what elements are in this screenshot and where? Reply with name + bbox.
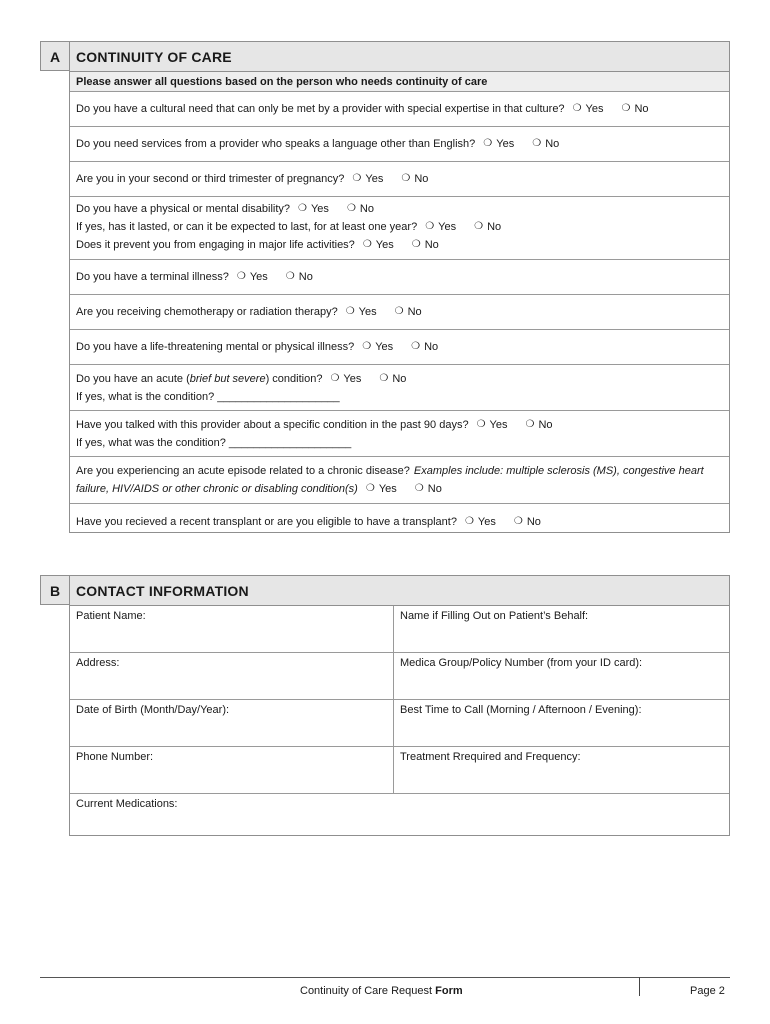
radio-circle-icon: ❍ xyxy=(411,239,421,250)
radio-circle-icon: ❍ xyxy=(401,173,411,184)
question-text: Are you in your second or third trimester of pregnancy? xyxy=(76,173,345,185)
radio-circle-icon: ❍ xyxy=(362,341,372,352)
no-label: No xyxy=(526,515,541,528)
yes-label: Yes xyxy=(496,138,515,150)
radio-circle-icon: ❍ xyxy=(346,203,356,214)
radio-circle-icon: ❍ xyxy=(236,271,246,282)
question-text: Do you have a life-threatening mental or physical illness? xyxy=(76,341,355,353)
yes-radio[interactable] xyxy=(477,416,508,434)
no-radio[interactable] xyxy=(525,416,552,434)
no-label: No xyxy=(427,483,442,495)
contact-row xyxy=(70,606,729,653)
no-radio[interactable] xyxy=(286,268,313,286)
question-text: Do you have a physical or mental disability? xyxy=(76,203,291,215)
question-transplant xyxy=(70,504,729,539)
radio-circle-icon: ❍ xyxy=(483,138,493,149)
yes-label: Yes xyxy=(438,221,457,233)
section-b-letter: B xyxy=(40,575,69,605)
date-of-birth-field[interactable]: Date of Birth (Month/Day/Year): xyxy=(70,700,394,746)
section-a-instruction: Please answer all questions based on the person who needs continuity of care xyxy=(70,72,729,92)
question-disability xyxy=(70,197,729,260)
current-medications-field[interactable]: Current Medications: xyxy=(76,798,178,810)
question-text: Have you talked with this provider about a specific condition in the past 90 days? xyxy=(76,418,469,431)
radio-circle-icon: ❍ xyxy=(394,306,404,317)
yes-radio[interactable] xyxy=(298,200,329,218)
policy-number-field[interactable]: Medica Group/Policy Number (from your ID card): xyxy=(400,657,643,669)
yes-radio[interactable] xyxy=(366,480,397,498)
question-text: Do you have a terminal illness? xyxy=(76,271,229,283)
behalf-name-field[interactable]: Name if Filling Out on Patient’s Behalf: xyxy=(400,610,589,622)
treatment-field[interactable]: Treatment Rrequired and Frequency: xyxy=(400,751,581,763)
radio-circle-icon: ❍ xyxy=(532,138,542,149)
question-language xyxy=(70,127,729,162)
section-a-continuity-of-care xyxy=(69,41,730,533)
no-radio[interactable] xyxy=(379,370,406,388)
yes-radio[interactable] xyxy=(362,338,393,356)
radio-circle-icon: ❍ xyxy=(379,372,389,384)
no-radio[interactable] xyxy=(532,135,559,153)
yes-radio[interactable] xyxy=(363,236,394,254)
question-examples: failure, HIV/AIDS or other chronic or disabling condition(s) xyxy=(76,483,358,495)
footer-title-bold: Form xyxy=(435,985,463,997)
radio-circle-icon: ❍ xyxy=(513,515,523,527)
radio-circle-icon: ❍ xyxy=(362,239,372,250)
no-radio[interactable] xyxy=(395,303,422,321)
radio-circle-icon: ❍ xyxy=(414,483,424,494)
contact-row xyxy=(70,700,729,747)
radio-circle-icon: ❍ xyxy=(352,173,362,184)
radio-circle-icon: ❍ xyxy=(285,271,295,282)
no-label: No xyxy=(407,306,422,318)
footer-separator xyxy=(639,977,640,996)
no-label: No xyxy=(359,203,374,215)
yes-label: Yes xyxy=(585,103,604,115)
yes-radio[interactable] xyxy=(346,303,377,321)
footer-rule xyxy=(40,977,730,978)
question-text: If yes, has it lasted, or can it be expected to last, for at least one year? xyxy=(76,221,418,233)
question-text xyxy=(76,370,322,388)
yes-radio[interactable] xyxy=(330,370,361,388)
question-text: Are you receiving chemotherapy or radiation therapy? xyxy=(76,306,338,318)
radio-circle-icon: ❍ xyxy=(425,221,435,232)
yes-label: Yes xyxy=(375,239,394,251)
question-text: Do you have a cultural need that can only be met by a provider with special expertise in that culture? xyxy=(76,103,565,115)
best-time-field[interactable]: Best Time to Call (Morning / Afternoon / Evening): xyxy=(400,704,642,716)
no-label: No xyxy=(487,221,502,233)
no-label: No xyxy=(634,103,649,115)
question-text-part: Do you have an acute ( xyxy=(76,372,190,385)
radio-circle-icon: ❍ xyxy=(476,418,486,430)
patient-name-field[interactable]: Patient Name: xyxy=(70,606,394,652)
radio-circle-icon: ❍ xyxy=(345,306,355,317)
radio-circle-icon: ❍ xyxy=(525,418,535,430)
radio-circle-icon: ❍ xyxy=(411,341,421,352)
yes-label: Yes xyxy=(489,418,508,431)
contact-row xyxy=(70,747,729,794)
question-chronic-disease xyxy=(70,457,729,504)
no-label: No xyxy=(414,173,429,185)
radio-circle-icon: ❍ xyxy=(298,203,307,214)
yes-label: Yes xyxy=(310,203,329,215)
no-label: No xyxy=(298,271,313,283)
section-b-title: CONTACT INFORMATION xyxy=(70,576,729,606)
question-life-threatening xyxy=(70,330,729,365)
address-field[interactable]: Address: xyxy=(70,653,394,699)
no-label: No xyxy=(545,138,560,150)
yes-radio[interactable] xyxy=(352,170,383,188)
yes-radio[interactable] xyxy=(465,513,496,531)
yes-label: Yes xyxy=(378,483,397,495)
radio-circle-icon: ❍ xyxy=(330,372,340,384)
question-cultural-need xyxy=(70,92,729,127)
section-a-letter: A xyxy=(40,41,69,71)
yes-radio[interactable] xyxy=(573,100,604,118)
no-label: No xyxy=(424,239,439,251)
question-text: Have you recieved a recent transplant or are you eligible to have a transplant? xyxy=(76,515,457,528)
yes-radio[interactable] xyxy=(483,135,514,153)
contact-row xyxy=(70,653,729,700)
no-radio[interactable] xyxy=(514,513,541,531)
specific-condition-field[interactable]: If yes, what was the condition? ____________________ xyxy=(76,436,352,449)
radio-circle-icon: ❍ xyxy=(365,483,375,494)
no-label: No xyxy=(538,418,553,431)
question-examples: Examples include: multiple sclerosis (MS), congestive heart xyxy=(413,465,704,477)
yes-label: Yes xyxy=(477,515,496,528)
yes-label: Yes xyxy=(358,306,377,318)
question-terminal-illness xyxy=(70,260,729,295)
question-emphasis: brief but severe xyxy=(189,372,266,385)
page-number: Page 2 xyxy=(690,985,725,997)
footer-title-text: Continuity of Care Request xyxy=(300,985,436,997)
no-label: No xyxy=(424,341,439,353)
no-radio[interactable] xyxy=(474,218,501,236)
no-radio[interactable] xyxy=(415,480,442,498)
yes-label: Yes xyxy=(343,372,362,385)
yes-label: Yes xyxy=(365,173,384,185)
no-radio[interactable] xyxy=(621,100,648,118)
yes-label: Yes xyxy=(375,341,394,353)
radio-circle-icon: ❍ xyxy=(464,515,474,527)
section-b-contact-information xyxy=(69,575,730,836)
phone-number-field[interactable]: Phone Number: xyxy=(70,747,394,793)
yes-radio[interactable] xyxy=(237,268,268,286)
question-text: Do you need services from a provider who speaks a language other than English? xyxy=(76,138,476,150)
no-radio[interactable] xyxy=(401,170,428,188)
radio-circle-icon: ❍ xyxy=(621,103,631,114)
no-radio[interactable] xyxy=(411,338,438,356)
yes-label: Yes xyxy=(249,271,268,283)
question-text: Does it prevent you from engaging in major life activities? xyxy=(76,239,355,251)
footer-title xyxy=(300,985,463,997)
question-specific-condition xyxy=(70,411,729,457)
no-radio[interactable] xyxy=(347,200,374,218)
question-pregnancy xyxy=(70,162,729,197)
question-acute-condition xyxy=(70,365,729,411)
section-a-title: CONTINUITY OF CARE xyxy=(70,42,729,72)
radio-circle-icon: ❍ xyxy=(572,103,582,114)
question-text-part: ) condition? xyxy=(265,372,323,385)
acute-condition-field[interactable]: If yes, what is the condition? ____________________ xyxy=(76,390,340,403)
no-radio[interactable] xyxy=(412,236,439,254)
question-text: Are you experiencing an acute episode related to a chronic disease? xyxy=(76,465,410,477)
no-label: No xyxy=(392,372,407,385)
radio-circle-icon: ❍ xyxy=(474,221,484,232)
yes-radio[interactable] xyxy=(425,218,456,236)
question-chemotherapy xyxy=(70,295,729,330)
